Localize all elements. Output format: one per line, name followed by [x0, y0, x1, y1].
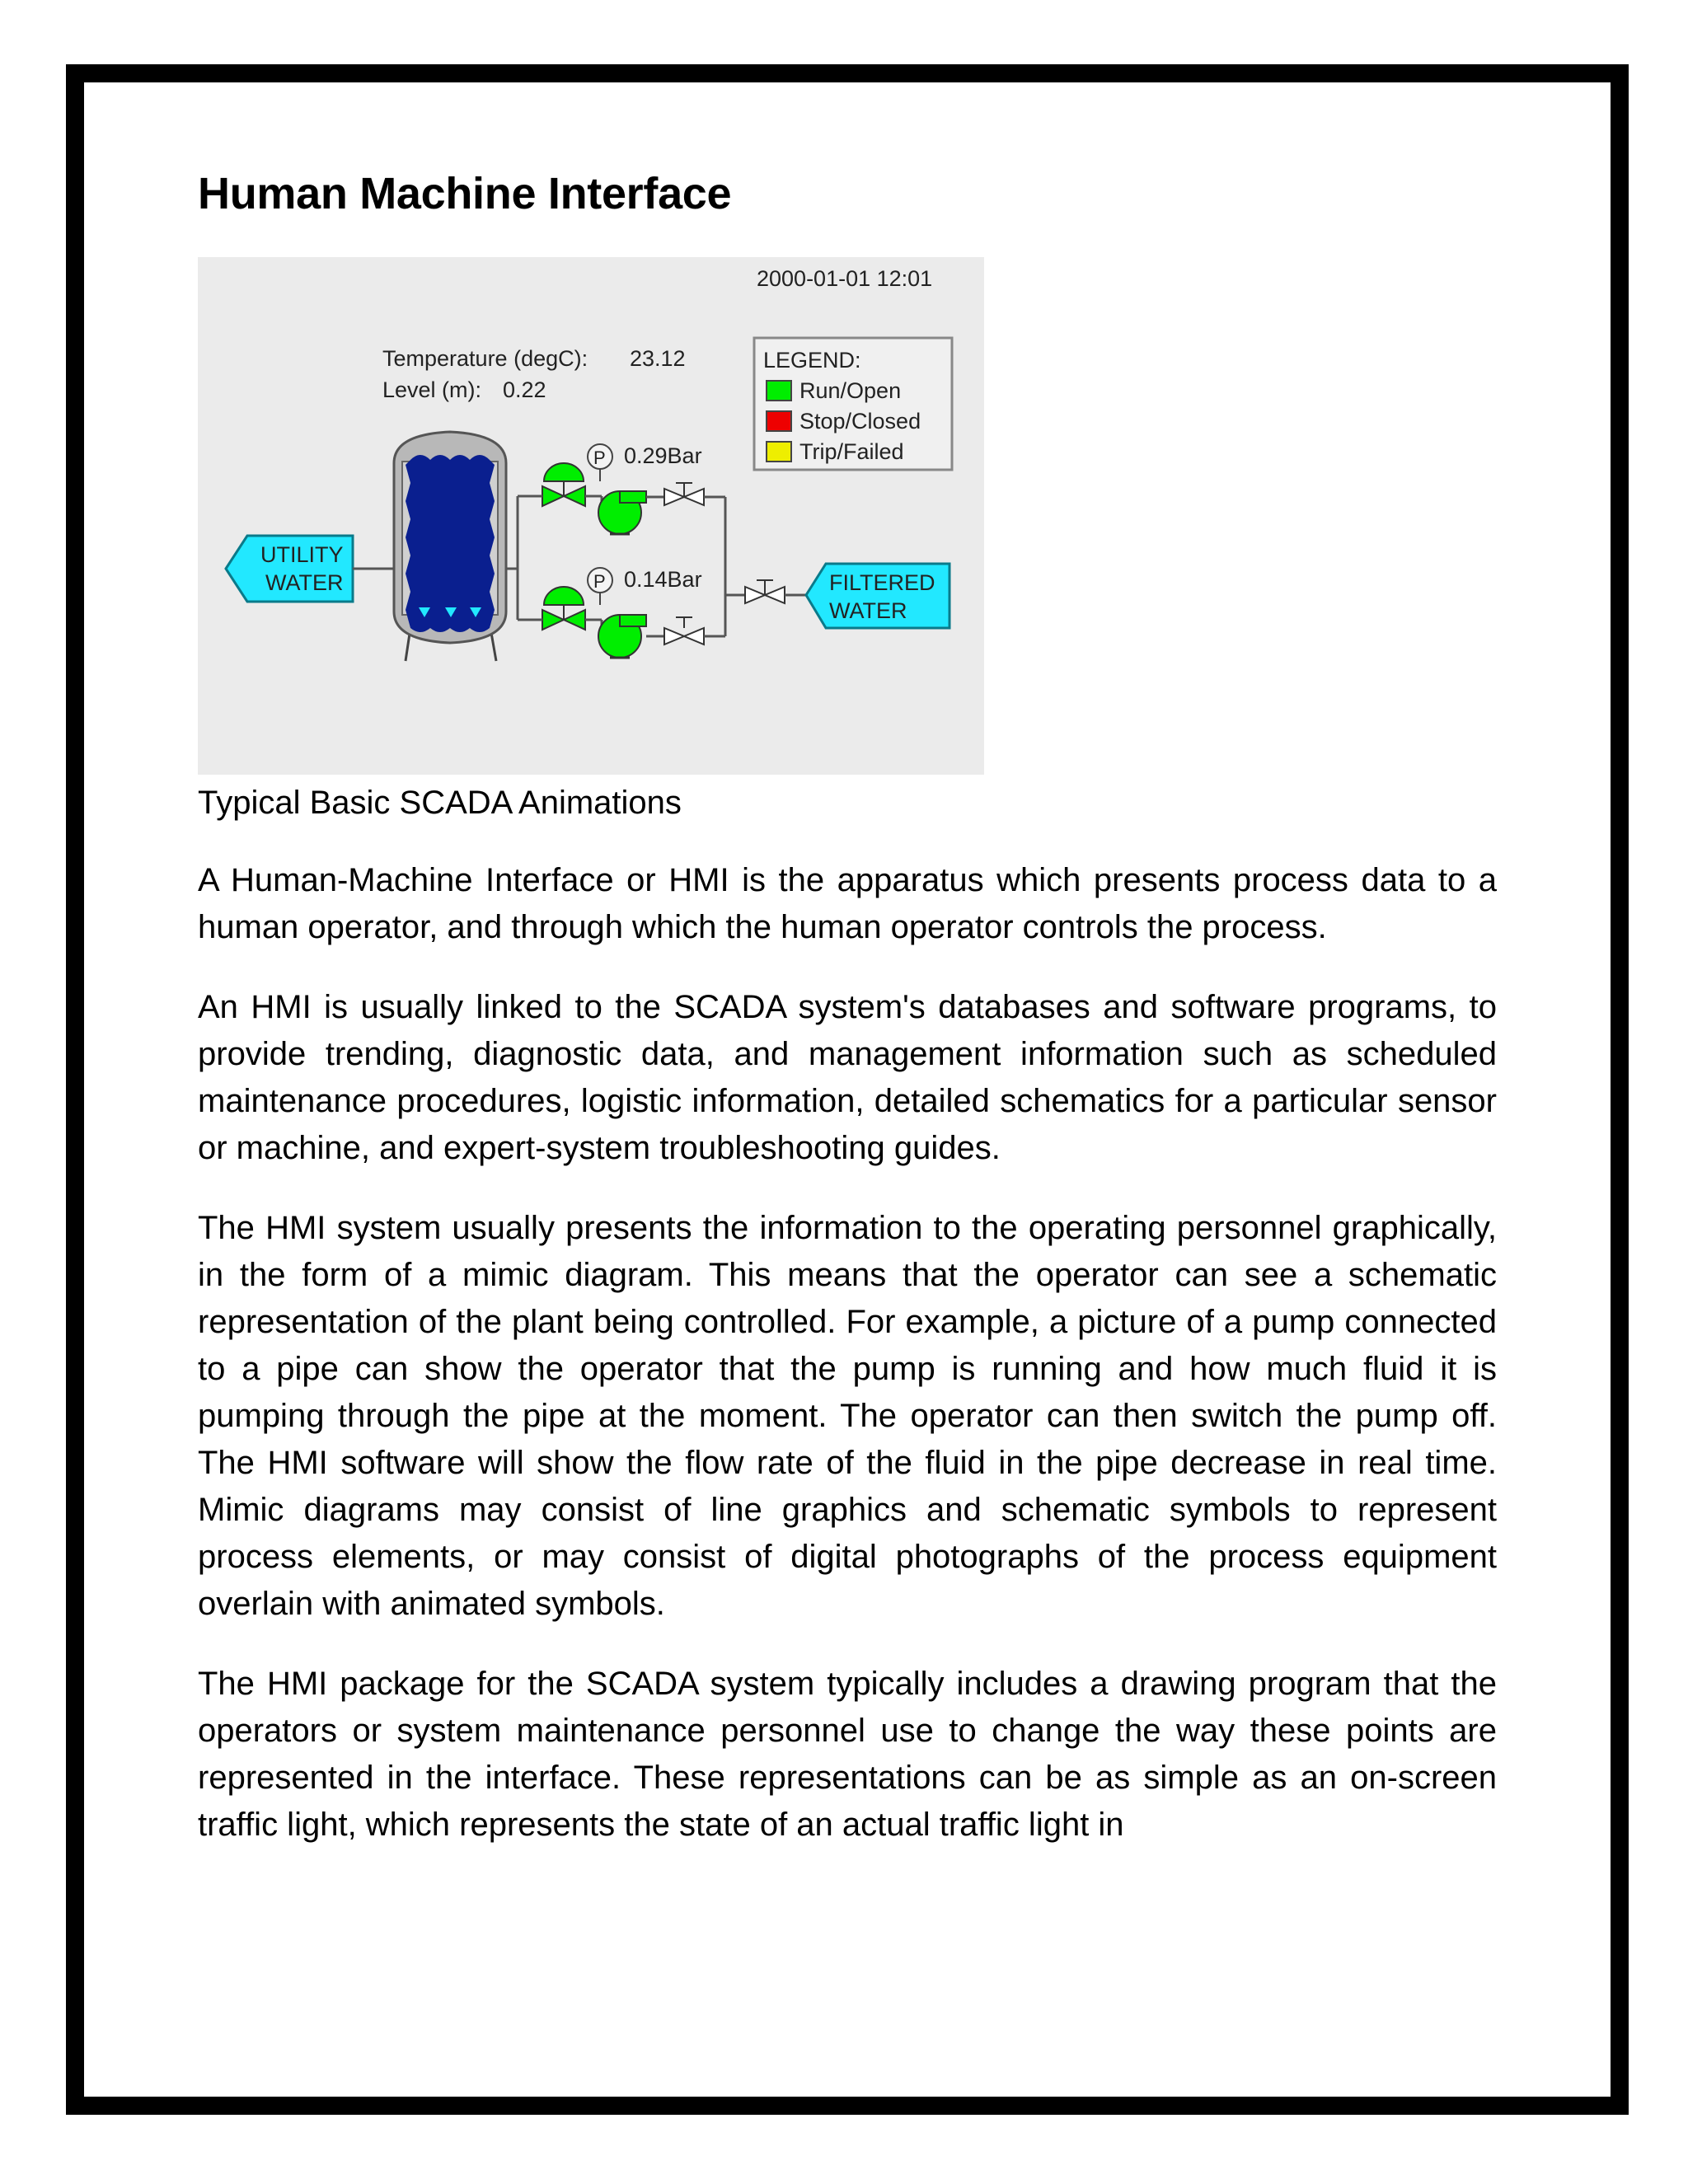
legend-label-run: Run/Open — [799, 378, 902, 403]
bottom-control-valve — [542, 587, 585, 630]
outlet-manual-valve — [745, 580, 785, 603]
utility-water-line1: UTILITY — [260, 542, 344, 567]
pressure-symbol-bottom: P — [593, 571, 606, 592]
legend-label-stop: Stop/Closed — [799, 409, 921, 434]
temperature-label: Temperature (degC): — [382, 346, 588, 371]
utility-water-line2: WATER — [265, 570, 344, 595]
filtered-water-line2: WATER — [829, 598, 907, 623]
legend-label-trip: Trip/Failed — [799, 439, 904, 464]
legend-box — [754, 338, 952, 470]
legend-title: LEGEND: — [763, 348, 861, 373]
paragraph-3: The HMI system usually presents the information to the operating personnel graphically, in the form of a mimic diagram. This means that the operator can see a schematic representation of the plant being controlled. For example, a picture of a pump connected to a pipe can show the operator that the pump is running and how much fluid it is pumping through the pipe at the moment. The operator can then switch the pump off. The HMI software will show the flow rate of the fluid in the pipe decrease in real time. Mimic diagrams may consist of line graphics and schematic symbols to represent process elements, or may consist of digital photographs of the process equipment overlain with animated symbols. — [198, 1210, 1497, 1622]
legend-swatch-run — [767, 381, 791, 401]
level-value: 0.22 — [503, 377, 546, 402]
timestamp: 2000-01-01 12:01 — [757, 266, 933, 291]
top-control-valve — [542, 463, 585, 506]
legend-swatch-stop — [767, 411, 791, 431]
paragraph-1: A Human-Machine Interface or HMI is the apparatus which presents process data to a human operator, and through which the human operator controls the process. — [198, 862, 1497, 945]
document-content — [198, 165, 1497, 1882]
filter-vessel — [394, 432, 506, 661]
filter-media — [406, 455, 495, 632]
paragraph-2: An HMI is usually linked to the SCADA system's databases and software programs, to provide trending, diagnostic data, and management information such as scheduled maintenance procedures, logistic information, detailed schematics for a particular sensor or machine, and expert-system troubleshooting guides. — [198, 989, 1497, 1166]
paragraph-4: The HMI package for the SCADA system typically includes a drawing program that the operators or system maintenance personnel use to change the way these points are represented in the interface. These representations can be as simple as an on-screen traffic light, which represents the state of an actual traffic light in — [198, 1666, 1497, 1843]
bottom-pump — [598, 615, 646, 658]
pressure-top-value: 0.29Bar — [624, 443, 702, 468]
pressure-bottom-value: 0.14Bar — [624, 567, 702, 592]
pressure-symbol-top: P — [593, 448, 606, 468]
legend-swatch-trip — [767, 442, 791, 462]
figure-caption: Typical Basic SCADA Animations — [198, 785, 682, 821]
temperature-value: 23.12 — [630, 346, 686, 371]
top-pump — [598, 491, 646, 534]
page-title: Human Machine Interface — [198, 169, 732, 218]
filtered-water-line1: FILTERED — [829, 570, 935, 595]
top-manual-valve — [664, 483, 704, 505]
scada-hmi-figure — [198, 257, 984, 775]
bottom-manual-valve — [664, 617, 704, 644]
filtered-water-tag — [806, 564, 950, 628]
level-label: Level (m): — [382, 377, 482, 402]
utility-water-tag — [226, 536, 353, 602]
